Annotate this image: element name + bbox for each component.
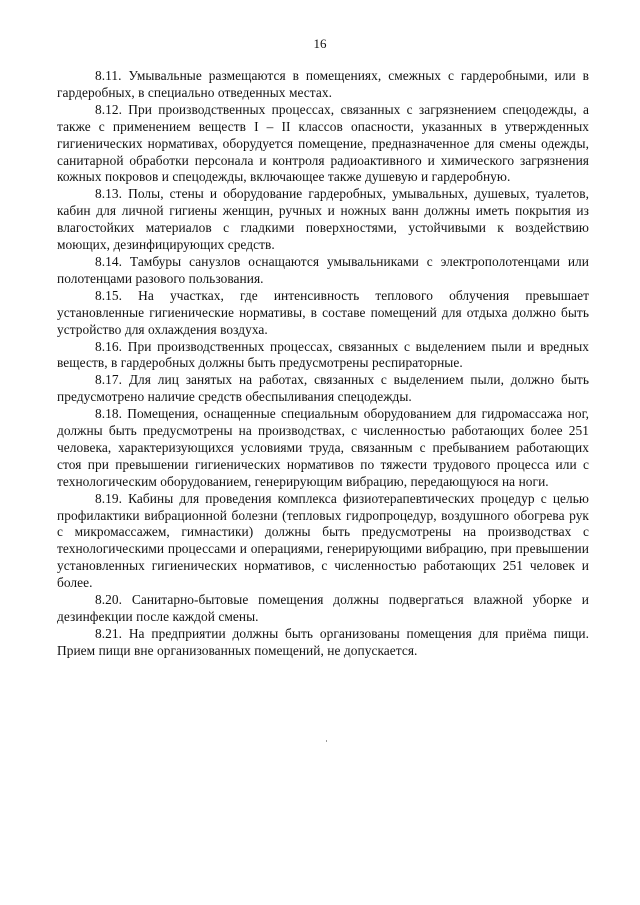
paragraph-8-14: 8.14. Тамбуры санузлов оснащаются умывальниками с электрополотенцами или полотенцами разового пользования.: [57, 253, 589, 286]
scan-mark: [326, 740, 327, 742]
paragraph-8-12: 8.12. При производственных процессах, связанных с загрязнением спецодежды, а также с применением веществ I – II классов опасности, указанных в утвержденных гигиенических нормативах, оборудуется помещение, предназначенное для смены одежды, санитарной обработки персонала и контроля радиоактивного и химического загрязнения кожных покровов и спецодежды, включающее также душевую и гардеробную.: [57, 101, 589, 185]
paragraph-8-16: 8.16. При производственных процессах, связанных с выделением пыли и вредных веществ, в гардеробных должны быть предусмотрены респираторные.: [57, 338, 589, 371]
paragraph-8-19: 8.19. Кабины для проведения комплекса физиотерапевтических процедур с целью профилактики вибрационной болезни (тепловых гидропроцедур, воздушного обогрева рук с микромассажем, гимнастики) должны быть предусмотрены на производствах с технологическими процессами и операциями, генерирующими вибрацию, при превышении установленных гигиенических нормативов, с численностью работающих 251 человек и более.: [57, 490, 589, 591]
paragraph-8-18: 8.18. Помещения, оснащенные специальным оборудованием для гидромассажа ног, должны быть предусмотрены на производствах, с численностью работающих более 251 человека, характеризующихся условиями труда, связанным с пребыванием работающих стоя при превышении гигиенических нормативов по тяжести трудового процесса или с технологическим оборудованием, генерирующим вибрацию, передающуюся на ноги.: [57, 406, 589, 489]
paragraph-8-20: 8.20. Санитарно-бытовые помещения должны подвергаться влажной уборке и дезинфекции после каждой смены.: [57, 592, 589, 624]
page-number: 16: [313, 36, 327, 51]
document-body: [57, 68, 589, 660]
paragraph-8-17: 8.17. Для лиц занятых на работах, связанных с выделением пыли, должно быть предусмотрено наличие средств обеспыливания спецодежды.: [57, 372, 589, 405]
paragraph-8-21: 8.21. На предприятии должны быть организованы помещения для приёма пищи. Прием пищи вне организованных помещений, не допускается.: [57, 625, 589, 658]
paragraph-8-11: 8.11. Умывальные размещаются в помещениях, смежных с гардеробными, или в гардеробных, в специально отведенных местах.: [57, 68, 589, 100]
paragraph-8-13: 8.13. Полы, стены и оборудование гардеробных, умывальных, душевых, туалетов, кабин для личной гигиены женщин, ручных и ножных ванн должны иметь покрытия из влагостойких материалов с гладкими поверхностями, устойчивыми к воздействию моющих, дезинфицирующих средств.: [57, 186, 589, 253]
paragraph-8-15: 8.15. На участках, где интенсивность теплового облучения превышает установленные гигиенические нормативы, в составе помещений для отдыха должно быть устройство для охлаждения воздуха.: [57, 287, 589, 337]
